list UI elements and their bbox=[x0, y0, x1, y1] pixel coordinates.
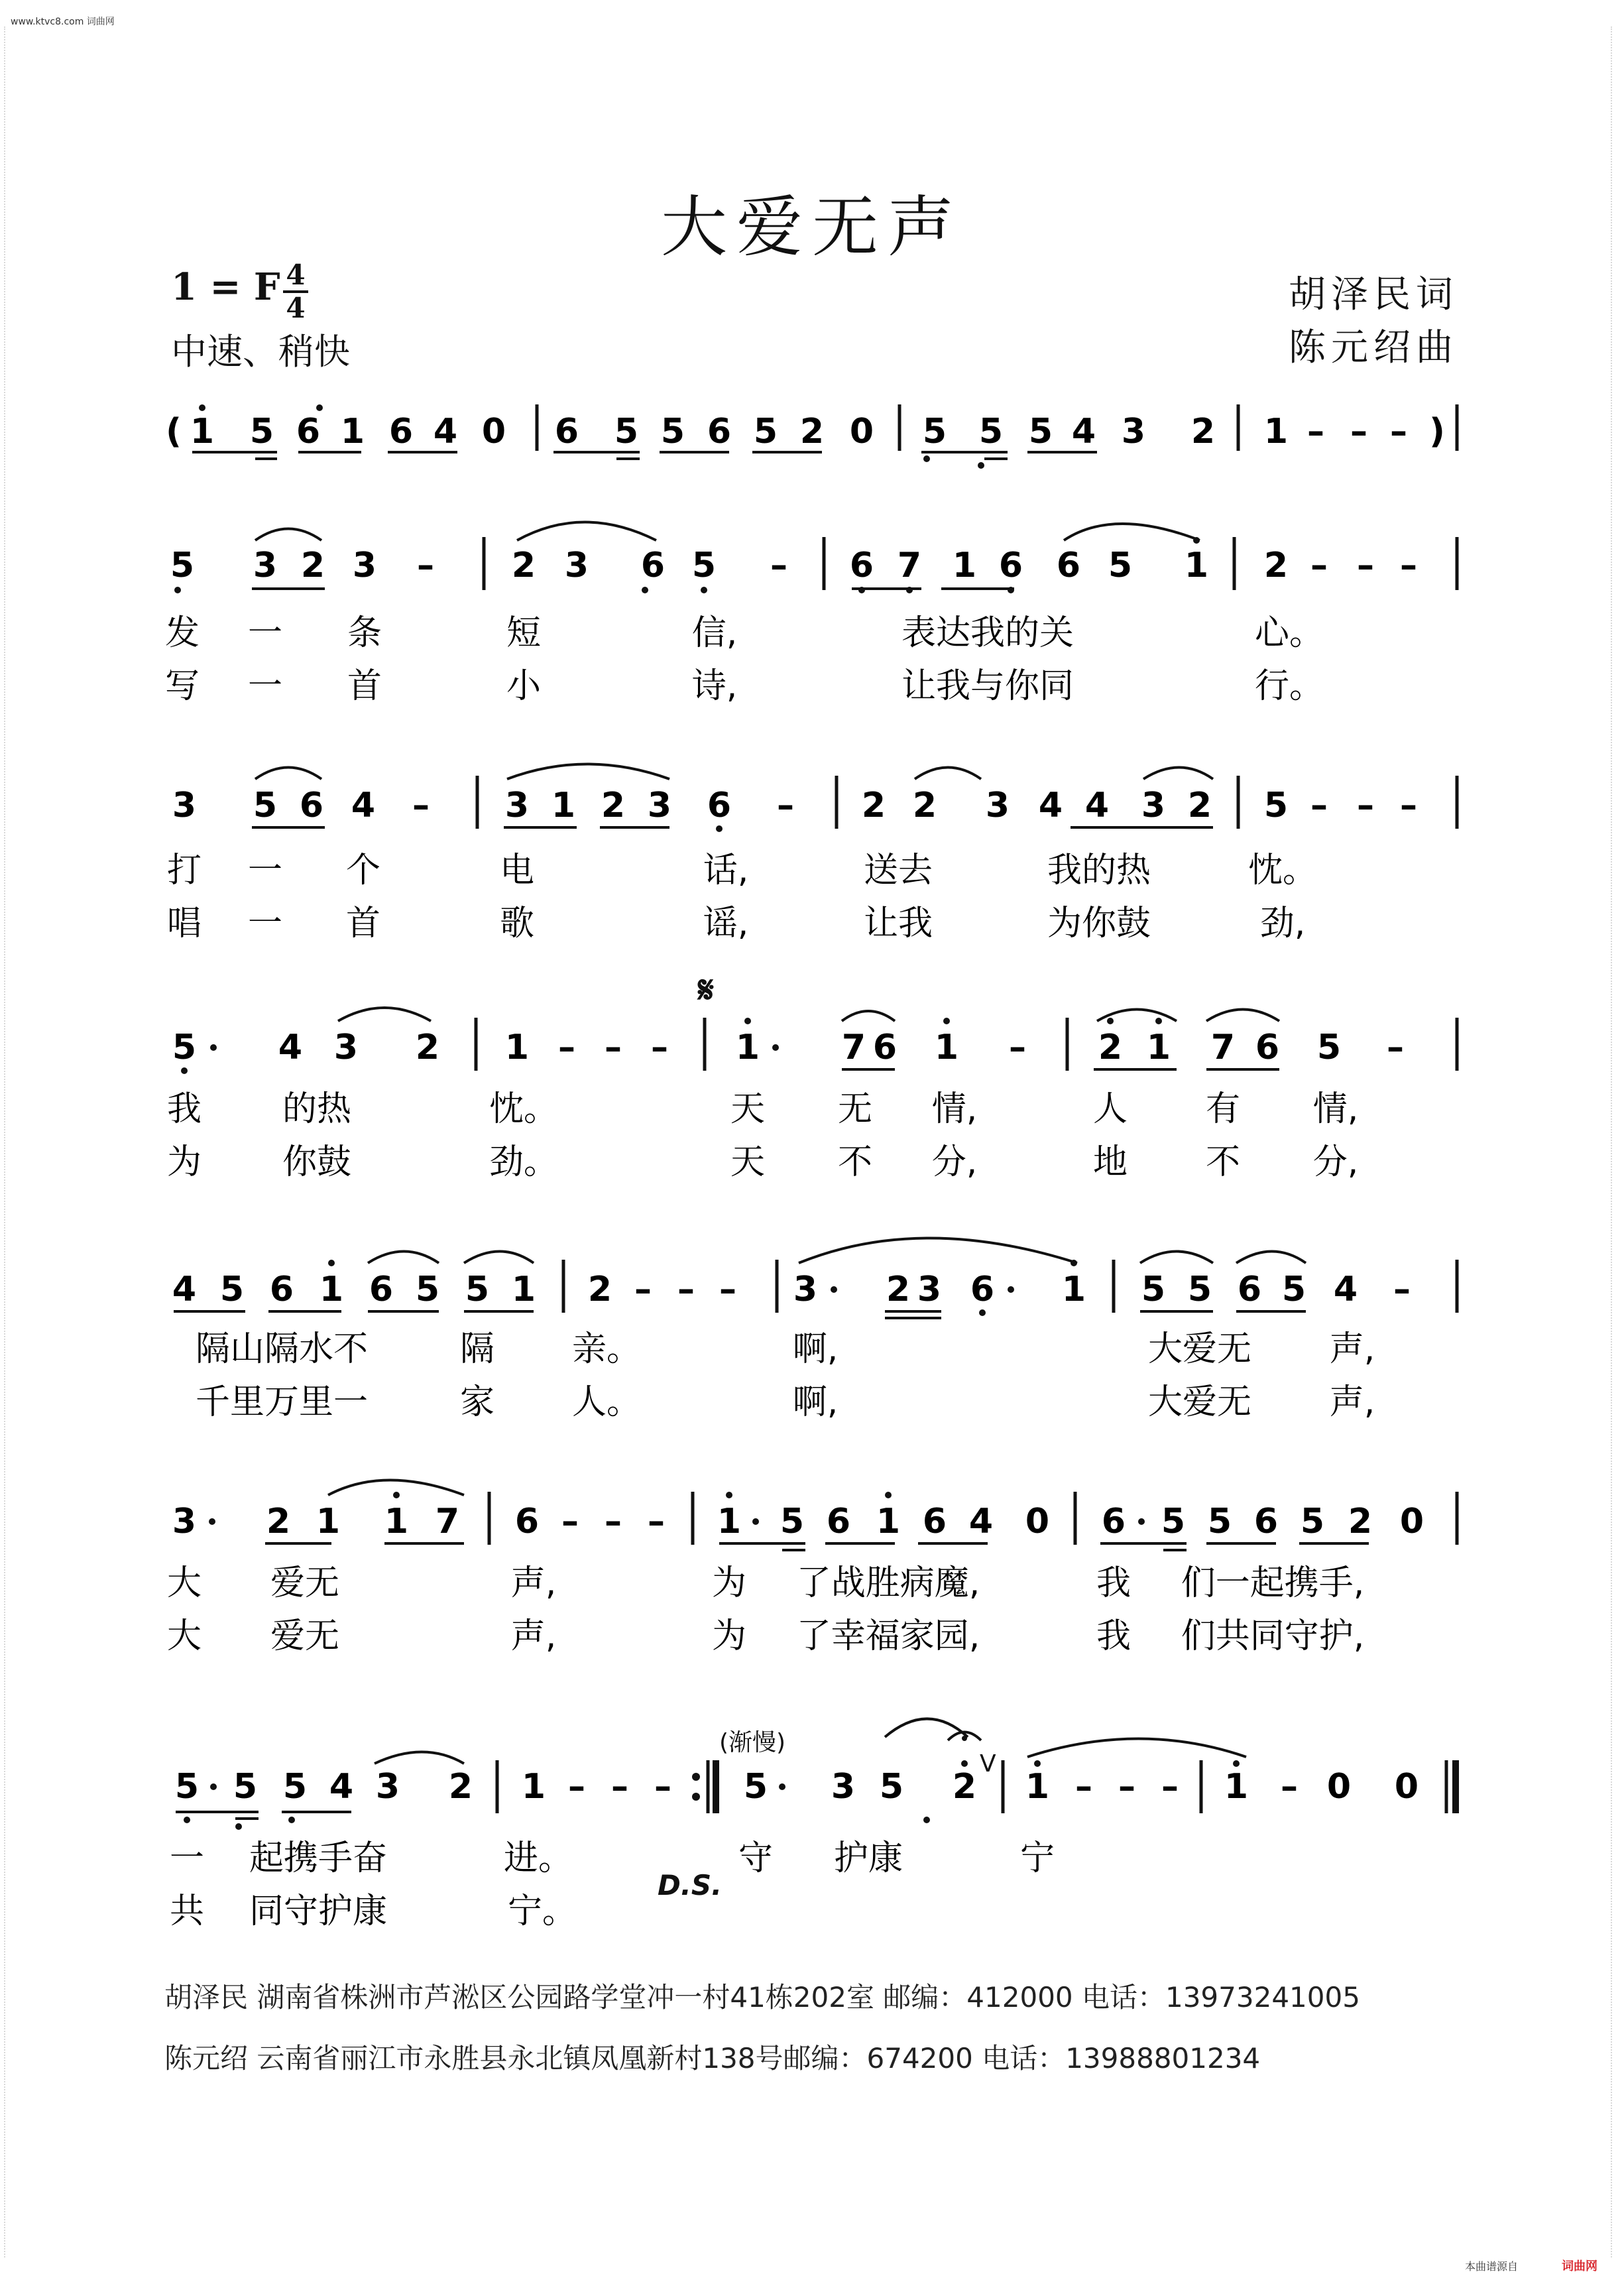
repeat-dots bbox=[692, 1773, 700, 1801]
note: 2 bbox=[1190, 412, 1216, 451]
note: 6 bbox=[872, 1028, 898, 1067]
row-1-notes bbox=[166, 412, 1445, 451]
lyric: 发 bbox=[164, 613, 200, 653]
note: 2 bbox=[886, 1270, 911, 1309]
note: 6 bbox=[922, 1502, 947, 1541]
lyric: 你鼓 bbox=[282, 1142, 352, 1182]
lyric: 心。 bbox=[1254, 613, 1324, 653]
note: 0 bbox=[1394, 1767, 1419, 1807]
lyric: 人。 bbox=[571, 1382, 642, 1422]
lyric: 了战胜病魔, bbox=[796, 1563, 980, 1603]
note: 3 bbox=[333, 1028, 359, 1067]
dash: – bbox=[1387, 1028, 1404, 1067]
note: 1 bbox=[1061, 1270, 1086, 1309]
note: 4 bbox=[1038, 786, 1063, 825]
note: 6 bbox=[707, 412, 732, 451]
dash: – bbox=[412, 786, 430, 825]
note: 4 bbox=[278, 1028, 303, 1067]
lyric: 大爱无 bbox=[1147, 1382, 1252, 1422]
lyric: 小 bbox=[506, 666, 542, 706]
row-3-notes bbox=[172, 786, 1417, 825]
note: 3 bbox=[172, 786, 197, 825]
lyric: 分, bbox=[1312, 1142, 1359, 1182]
dash: – bbox=[648, 1502, 665, 1541]
dash: – bbox=[561, 1502, 579, 1541]
note: 3 bbox=[985, 786, 1010, 825]
note: 5 bbox=[170, 546, 195, 585]
paren-open: ( bbox=[166, 412, 182, 451]
lyricist-contact: 胡泽民 湖南省株洲市芦淞区公园路学堂冲一村41栋202室 邮编：412000 电话：13973241005 bbox=[164, 1981, 1360, 2014]
dash: – bbox=[719, 1270, 736, 1309]
lyric: 首 bbox=[345, 904, 381, 943]
slurs bbox=[255, 522, 1306, 1764]
note: 5 bbox=[172, 1028, 197, 1067]
dash: – bbox=[1009, 1028, 1026, 1067]
lyric: 不 bbox=[1205, 1142, 1241, 1182]
note: 5 bbox=[282, 1767, 308, 1807]
composer-credit: 陈元绍曲 bbox=[1289, 326, 1458, 369]
lyric: 歌 bbox=[499, 904, 535, 943]
note: 3 bbox=[253, 546, 278, 585]
note: 7 bbox=[841, 1028, 866, 1067]
breath-mark: V bbox=[980, 1750, 996, 1777]
lyric: 亲。 bbox=[571, 1329, 642, 1369]
note: 1 bbox=[1025, 1767, 1050, 1807]
lyric: 宁。 bbox=[507, 1892, 577, 1931]
note: 4 bbox=[968, 1502, 994, 1541]
lyric: 有 bbox=[1205, 1089, 1241, 1129]
note: 1 bbox=[1146, 1028, 1171, 1067]
note: 1 bbox=[190, 412, 215, 451]
note: 2 bbox=[861, 786, 886, 825]
dash: – bbox=[1350, 412, 1367, 451]
note: 5 bbox=[249, 412, 274, 451]
tempo-marking: 中速、稍快 bbox=[171, 331, 350, 373]
lyric: 个 bbox=[345, 851, 381, 890]
note: 0 bbox=[849, 412, 874, 451]
note: 3 bbox=[172, 1502, 197, 1541]
note: 5 bbox=[1281, 1270, 1306, 1309]
note: 7 bbox=[435, 1502, 460, 1541]
ds-marking: D.S. bbox=[658, 1869, 723, 1901]
note: 2 bbox=[912, 786, 937, 825]
note: 3 bbox=[504, 786, 530, 825]
lyric: 啊, bbox=[792, 1382, 839, 1422]
lyric: 一 bbox=[247, 851, 283, 890]
note: 6 bbox=[998, 546, 1023, 585]
lyric: 为 bbox=[166, 1142, 202, 1182]
dash: – bbox=[1357, 546, 1374, 585]
note: 1 bbox=[384, 1502, 409, 1541]
note: 6 bbox=[1237, 1270, 1262, 1309]
lyric: 送去 bbox=[863, 851, 933, 890]
note: 2 bbox=[266, 1502, 291, 1541]
lyric: 忱。 bbox=[1247, 851, 1318, 890]
note: 4 bbox=[1084, 786, 1110, 825]
lyric: 声, bbox=[510, 1563, 557, 1603]
dash: – bbox=[777, 786, 794, 825]
note: 1 bbox=[551, 786, 576, 825]
note: 6 bbox=[514, 1502, 540, 1541]
lyric: 隔 bbox=[459, 1329, 495, 1369]
lyric: 大 bbox=[166, 1616, 202, 1656]
lyric: 起携手奋 bbox=[249, 1838, 388, 1878]
dash: – bbox=[1393, 1270, 1411, 1309]
note: 6 bbox=[707, 786, 732, 825]
lyric: 劲, bbox=[1259, 904, 1306, 943]
lyric: 为你鼓 bbox=[1047, 904, 1151, 943]
note: 7 bbox=[1210, 1028, 1236, 1067]
note: 1 bbox=[1184, 546, 1209, 585]
paren-close: ) bbox=[1429, 412, 1445, 451]
beams bbox=[174, 452, 1369, 1819]
note: 6 bbox=[1255, 1028, 1280, 1067]
lyric: 情, bbox=[1312, 1089, 1359, 1129]
lyric: 我的热 bbox=[1047, 851, 1151, 890]
note: 2 bbox=[1098, 1028, 1123, 1067]
note: 1 bbox=[735, 1028, 760, 1067]
note: 6 bbox=[1056, 546, 1081, 585]
note: 5 bbox=[743, 1767, 768, 1807]
lyric: 大 bbox=[166, 1563, 202, 1603]
lyric: 为 bbox=[711, 1563, 747, 1603]
lyric: 啊, bbox=[792, 1329, 839, 1369]
note: 4 bbox=[1333, 1270, 1358, 1309]
note: 2 bbox=[1187, 786, 1212, 825]
note: 5 bbox=[233, 1767, 258, 1807]
note: 3 bbox=[375, 1767, 400, 1807]
footer-brand-logo[interactable]: 词曲网 bbox=[1562, 2259, 1597, 2273]
note: 3 bbox=[1141, 786, 1166, 825]
note: 3 bbox=[352, 546, 377, 585]
note: 2 bbox=[601, 786, 626, 825]
note: 3 bbox=[793, 1270, 818, 1309]
note: 6 bbox=[369, 1270, 394, 1309]
note: 1 bbox=[316, 1502, 341, 1541]
note: 4 bbox=[351, 786, 376, 825]
note: 2 bbox=[511, 546, 536, 585]
note: 1 bbox=[717, 1502, 742, 1541]
lyric: 地 bbox=[1092, 1142, 1128, 1182]
note: 1 bbox=[952, 546, 977, 585]
lyric: 人 bbox=[1092, 1089, 1128, 1129]
lyric: 大爱无 bbox=[1147, 1329, 1252, 1369]
key-signature: 1 = F bbox=[171, 265, 280, 309]
note: 5 bbox=[660, 412, 685, 451]
lyric: 声, bbox=[1329, 1382, 1375, 1422]
composer-contact: 陈元绍 云南省丽江市永胜县永北镇凤凰新村138号邮编：674200 电话：13988801234 bbox=[164, 2042, 1261, 2074]
note: 1 bbox=[934, 1028, 959, 1067]
note: 3 bbox=[564, 546, 589, 585]
note: 2 bbox=[1348, 1502, 1373, 1541]
lyric: 隔山隔水不 bbox=[195, 1329, 369, 1369]
note: 2 bbox=[952, 1767, 977, 1807]
dash: – bbox=[654, 1767, 671, 1807]
note: 5 bbox=[1207, 1502, 1232, 1541]
lyric: 一 bbox=[247, 613, 283, 653]
note: 5 bbox=[691, 546, 717, 585]
site-watermark: www.ktvc8.com 词曲网 bbox=[11, 17, 115, 27]
time-signature-bottom: 4 bbox=[286, 292, 306, 324]
lyric: 守 bbox=[738, 1838, 774, 1878]
dash: – bbox=[1075, 1767, 1092, 1807]
lyric: 千里万里一 bbox=[195, 1382, 369, 1422]
note: 3 bbox=[831, 1767, 856, 1807]
note: 6 bbox=[640, 546, 666, 585]
note: 6 bbox=[296, 412, 321, 451]
lyric: 声, bbox=[510, 1616, 557, 1656]
lyric: 家 bbox=[459, 1382, 495, 1422]
note: 6 bbox=[554, 412, 579, 451]
note: 1 bbox=[1224, 1767, 1249, 1807]
lyric: 一 bbox=[247, 904, 283, 943]
lyric: 为 bbox=[711, 1616, 747, 1656]
dash: – bbox=[1281, 1767, 1298, 1807]
lyric: 让我 bbox=[863, 904, 933, 943]
note: 6 bbox=[1101, 1502, 1126, 1541]
note: 5 bbox=[253, 786, 278, 825]
lyric: 共 bbox=[169, 1892, 205, 1931]
note: 5 bbox=[922, 412, 947, 451]
lyric: 忱。 bbox=[489, 1089, 559, 1129]
lyric: 我 bbox=[166, 1089, 202, 1129]
row-4-notes bbox=[172, 1028, 1404, 1067]
note: 5 bbox=[1028, 412, 1053, 451]
dash: – bbox=[770, 546, 787, 585]
row-2-notes bbox=[170, 546, 1417, 585]
note: 1 bbox=[876, 1502, 901, 1541]
lyricist-credit: 胡泽民词 bbox=[1289, 273, 1458, 316]
lyric: 表达我的关 bbox=[901, 613, 1074, 653]
lyric: 写 bbox=[164, 666, 200, 706]
note: 6 bbox=[299, 786, 324, 825]
note: 4 bbox=[329, 1767, 354, 1807]
note: 5 bbox=[465, 1270, 490, 1309]
note: 4 bbox=[433, 412, 458, 451]
note: 0 bbox=[481, 412, 506, 451]
note: 1 bbox=[319, 1270, 344, 1309]
row-5-notes bbox=[172, 1270, 1411, 1309]
lyric: 劲。 bbox=[489, 1142, 559, 1182]
note: 5 bbox=[753, 412, 778, 451]
lyric: 电 bbox=[499, 851, 535, 890]
lyric: 们一起携手, bbox=[1181, 1563, 1365, 1603]
lyric: 无 bbox=[837, 1089, 873, 1129]
time-signature-top: 4 bbox=[286, 259, 306, 291]
lyric: 声, bbox=[1329, 1329, 1375, 1369]
note: 3 bbox=[647, 786, 672, 825]
note: 0 bbox=[1399, 1502, 1424, 1541]
dash: – bbox=[417, 546, 434, 585]
note: 5 bbox=[174, 1767, 200, 1807]
note: 2 bbox=[415, 1028, 440, 1067]
lyric: 信, bbox=[691, 613, 738, 653]
lyric: 一 bbox=[247, 666, 283, 706]
note: 1 bbox=[340, 412, 365, 451]
note: 1 bbox=[1263, 412, 1289, 451]
note: 5 bbox=[614, 412, 639, 451]
note: 5 bbox=[219, 1270, 245, 1309]
dash: – bbox=[1400, 546, 1417, 585]
note: 6 bbox=[826, 1502, 851, 1541]
lyric: 谣, bbox=[703, 904, 749, 943]
note: 5 bbox=[978, 412, 1004, 451]
lyric: 唱 bbox=[166, 904, 202, 943]
segno-sign: 𝄋 bbox=[697, 969, 715, 1012]
note: 1 bbox=[511, 1270, 536, 1309]
dash: – bbox=[1307, 412, 1324, 451]
lyric: 的热 bbox=[282, 1089, 352, 1129]
dash: – bbox=[677, 1270, 695, 1309]
note: 0 bbox=[1025, 1502, 1050, 1541]
note: 1 bbox=[521, 1767, 546, 1807]
dash: – bbox=[605, 1028, 622, 1067]
lyric: 宁 bbox=[1019, 1838, 1055, 1878]
lyric: 行。 bbox=[1254, 666, 1324, 706]
lyric: 爱无 bbox=[270, 1616, 340, 1656]
dash: – bbox=[1310, 786, 1328, 825]
note: 2 bbox=[448, 1767, 473, 1807]
dash: – bbox=[605, 1502, 622, 1541]
lyric: 条 bbox=[347, 613, 382, 653]
note: 5 bbox=[1141, 1270, 1166, 1309]
dash: – bbox=[1390, 412, 1407, 451]
lyric: 护康 bbox=[833, 1838, 903, 1878]
note: 5 bbox=[879, 1767, 904, 1807]
dash: – bbox=[568, 1767, 585, 1807]
note: 4 bbox=[1071, 412, 1096, 451]
dash: – bbox=[634, 1270, 652, 1309]
lyric: 不 bbox=[837, 1142, 873, 1182]
lyric: 天 bbox=[730, 1142, 766, 1182]
lyric: 爱无 bbox=[270, 1563, 340, 1603]
footer-source-text: 本曲谱源自 bbox=[1465, 2260, 1519, 2273]
note: 5 bbox=[1316, 1028, 1342, 1067]
lyric: 短 bbox=[506, 613, 542, 653]
lyric: 打 bbox=[166, 851, 202, 890]
note: 5 bbox=[1108, 546, 1133, 585]
lyric: 分, bbox=[931, 1142, 978, 1182]
note: 6 bbox=[849, 546, 874, 585]
lyric: 进。 bbox=[503, 1838, 573, 1878]
row-7-notes bbox=[175, 1767, 1419, 1807]
dash: – bbox=[651, 1028, 668, 1067]
note: 2 bbox=[1263, 546, 1289, 585]
note: 2 bbox=[799, 412, 825, 451]
note: 6 bbox=[970, 1270, 995, 1309]
lyric: 同守护康 bbox=[249, 1892, 388, 1931]
lyric: 诗, bbox=[691, 666, 738, 706]
note: 6 bbox=[269, 1270, 294, 1309]
lyric: 首 bbox=[347, 666, 382, 706]
dash: – bbox=[611, 1767, 628, 1807]
rit-marking: (渐慢) bbox=[719, 1729, 786, 1756]
note: 4 bbox=[172, 1270, 197, 1309]
lyric: 们共同守护, bbox=[1181, 1616, 1365, 1656]
note: 6 bbox=[388, 412, 414, 451]
dash: – bbox=[1400, 786, 1417, 825]
note: 5 bbox=[1300, 1502, 1325, 1541]
lyric: 我 bbox=[1096, 1563, 1131, 1603]
lyric: 我 bbox=[1096, 1616, 1131, 1656]
note: 5 bbox=[1263, 786, 1289, 825]
lyric: 话, bbox=[703, 851, 749, 890]
song-title: 大爱无声 bbox=[661, 188, 963, 266]
lyric: 情, bbox=[931, 1089, 978, 1129]
note: 0 bbox=[1326, 1767, 1352, 1807]
dash: – bbox=[1357, 786, 1374, 825]
row-6-notes bbox=[172, 1502, 1424, 1541]
note: 6 bbox=[1253, 1502, 1279, 1541]
note: 3 bbox=[917, 1270, 942, 1309]
dash: – bbox=[1161, 1767, 1179, 1807]
lyric: 了幸福家园, bbox=[796, 1616, 980, 1656]
note: 5 bbox=[1187, 1270, 1212, 1309]
dash: – bbox=[1310, 546, 1328, 585]
note: 3 bbox=[1121, 412, 1146, 451]
note: 5 bbox=[415, 1270, 440, 1309]
note: 2 bbox=[300, 546, 325, 585]
note: 7 bbox=[897, 546, 922, 585]
note: 2 bbox=[587, 1270, 612, 1309]
note: 5 bbox=[780, 1502, 805, 1541]
lyric: 一 bbox=[169, 1838, 205, 1878]
lyric: 让我与你同 bbox=[901, 666, 1074, 706]
note: 5 bbox=[1161, 1502, 1186, 1541]
dash: – bbox=[558, 1028, 575, 1067]
dash: – bbox=[1118, 1767, 1135, 1807]
lyric: 天 bbox=[730, 1089, 766, 1129]
note: 1 bbox=[504, 1028, 530, 1067]
